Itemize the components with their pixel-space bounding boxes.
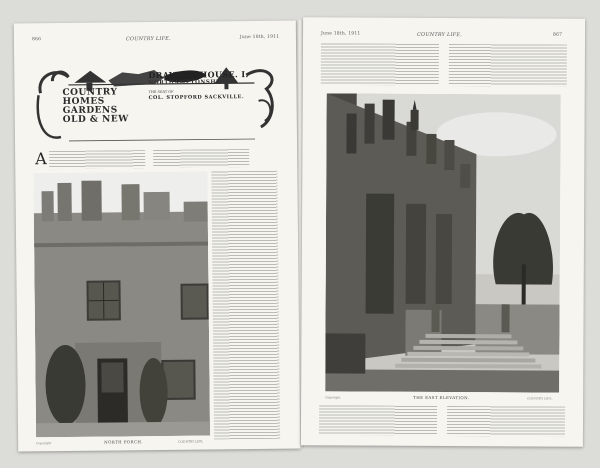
article-title: DRAYTON HOUSE. I. — [148, 69, 249, 81]
east-elevation-photo — [325, 93, 561, 392]
right-page-number: 867 — [553, 32, 563, 38]
masthead-line: HOMES — [62, 96, 105, 107]
left-date: June 18th, 1911 — [239, 34, 280, 41]
right-text-column-2 — [449, 44, 567, 87]
right-running-title: COUNTRY LIFE. — [417, 31, 463, 39]
right-date: June 18th, 1911 — [321, 31, 361, 37]
left-page-number: 866 — [31, 37, 42, 43]
left-running-title: COUNTRY LIFE. — [125, 35, 171, 43]
article-subtitle: NORTHAMPTONSHIRE — [148, 79, 229, 87]
left-photo-credit: COUNTRY LIFE. — [178, 439, 204, 444]
right-page — [301, 17, 585, 446]
masthead-line: OLD & NEW — [62, 114, 129, 125]
east-elevation-caption: THE EAST ELEVATION. — [413, 394, 470, 401]
left-page — [14, 21, 300, 452]
drop-cap: A — [35, 149, 47, 169]
north-porch-photo — [33, 171, 210, 437]
masthead-line: GARDENS — [62, 105, 118, 116]
masthead-line: COUNTRY — [62, 87, 118, 98]
body-text-column-right — [211, 171, 280, 440]
article-seat-label: THE SEAT OF — [148, 89, 174, 95]
left-copyright: Copyright — [36, 441, 52, 446]
article-author: COL. STOPFORD SACKVILLE. — [148, 94, 245, 102]
right-text-column-3 — [319, 405, 437, 436]
right-photo-credit: COUNTRY LIFE. — [527, 396, 553, 401]
right-text-column-4 — [447, 406, 565, 437]
right-text-column-1 — [321, 43, 439, 86]
right-copyright: Copyright — [325, 395, 341, 400]
north-porch-caption: NORTH PORCH. — [104, 439, 143, 445]
masthead-lines — [62, 88, 128, 125]
body-text-column-1 — [49, 150, 145, 169]
body-text-column-2-top — [153, 149, 249, 168]
